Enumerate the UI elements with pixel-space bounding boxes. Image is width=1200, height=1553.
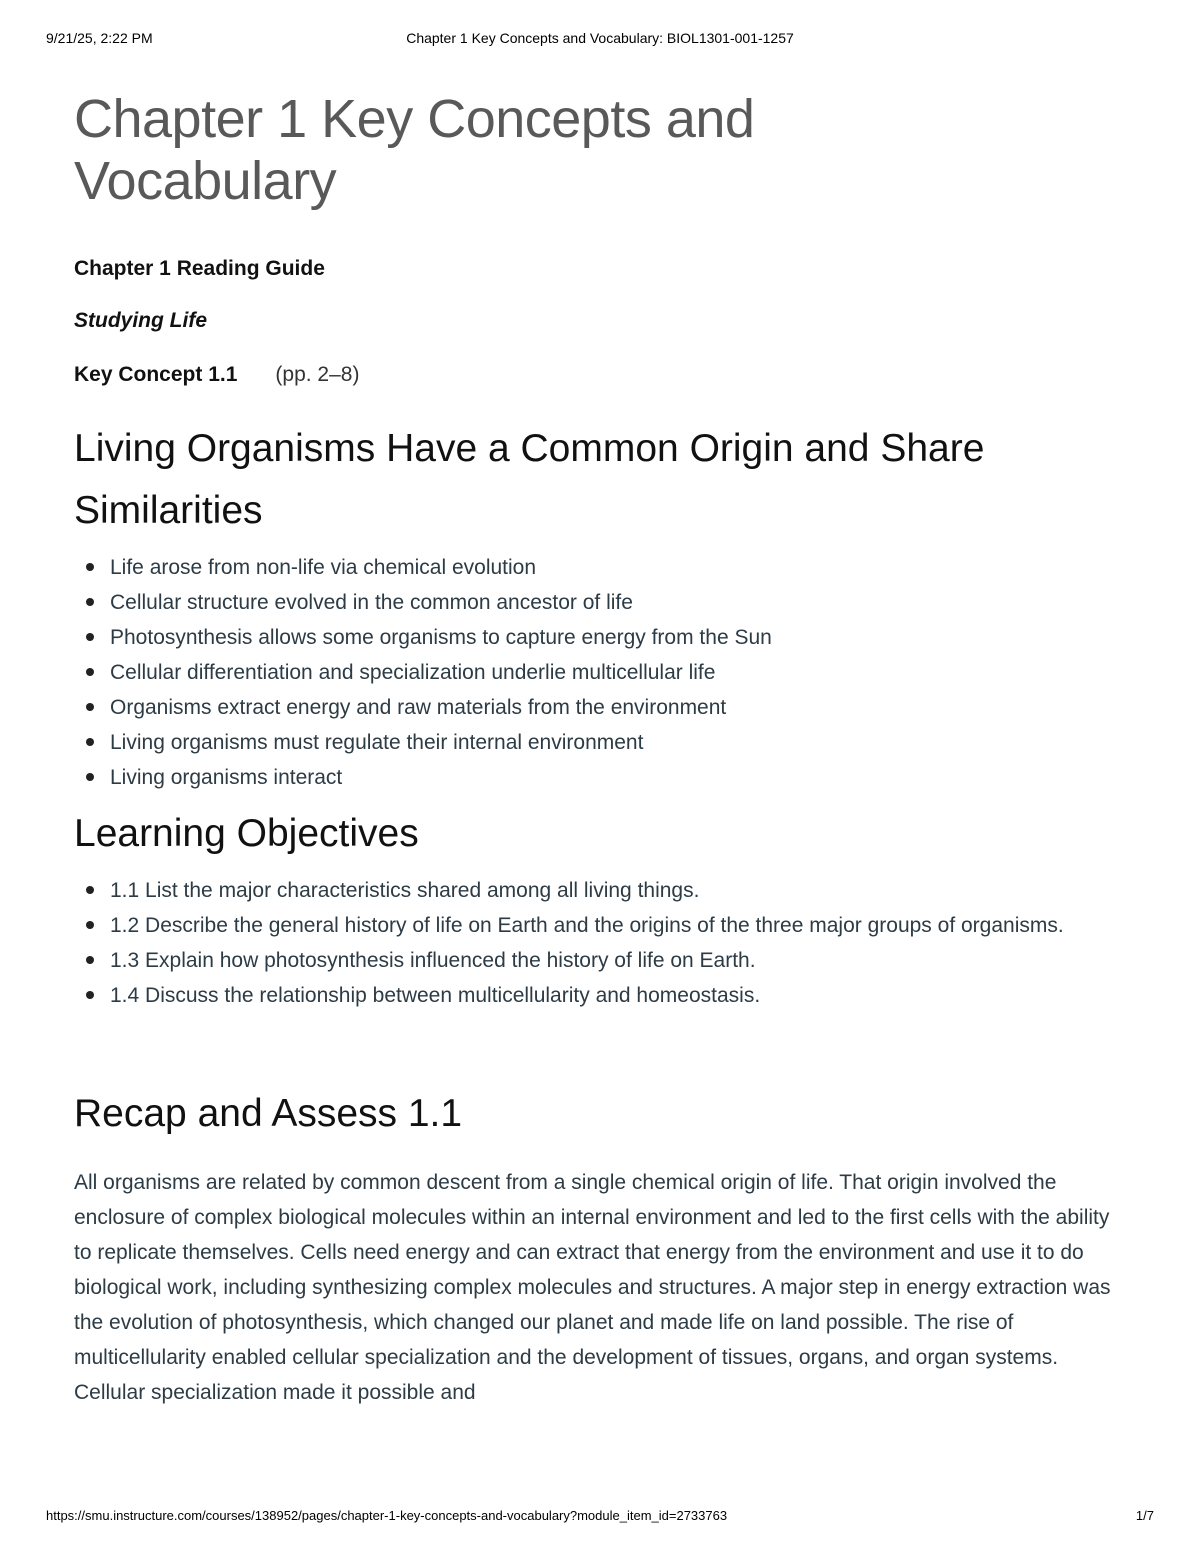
list-item: Living organisms interact — [110, 760, 1134, 795]
page-title — [74, 88, 1134, 212]
list-item: 1.1 List the major characteristics shared among all living things. — [110, 873, 1134, 908]
living-organisms-list — [74, 550, 1134, 795]
key-concept-line — [74, 362, 1134, 388]
recap-heading: Recap and Assess 1.1 — [74, 1092, 463, 1135]
list-item: 1.3 Explain how photosynthesis influenced the history of life on Earth. — [110, 943, 1134, 978]
living-organisms-heading: Living Organisms Have a Common Origin and Share Similarities — [74, 427, 985, 532]
list-item: Cellular differentiation and specialization underlie multicellular life — [110, 655, 1134, 690]
list-item: 1.4 Discuss the relationship between multicellularity and homeostasis. — [110, 978, 1134, 1013]
list-item: Organisms extract energy and raw materials from the environment — [110, 690, 1134, 725]
page-number: 1/7 — [1135, 1508, 1154, 1523]
list-item: Life arose from non-life via chemical evolution — [110, 550, 1134, 585]
page-title-line1: Chapter 1 Key Concepts and — [74, 89, 755, 149]
page-url: https://smu.instructure.com/courses/138952/pages/chapter-1-key-concepts-and-vocabulary?module_item_id=2733763 — [46, 1508, 728, 1523]
key-concept-label: Key Concept 1.1 — [74, 363, 238, 386]
print-footer — [46, 1508, 1154, 1528]
key-concept-pages: (pp. 2–8) — [275, 363, 360, 386]
recap-paragraph: All organisms are related by common descent from a single chemical origin of life. That origin involved the enclosure of complex biological molecules within an internal environment and led to the first cells with the ability to replicate themselves. Cells need energy and can extract that energy from the environment and use it to do biological work, including synthesizing complex molecules and structures. A major step in energy extraction was the evolution of photosynthesis, which changed our planet and made life on land possible. The rise of multicellularity enabled cellular specialization and the development of tissues, organs, and organ systems. Cellular specialization made it possible and — [74, 1171, 1111, 1404]
list-item: Photosynthesis allows some organisms to capture energy from the Sun — [110, 620, 1134, 655]
list-item: Cellular structure evolved in the common ancestor of life — [110, 585, 1134, 620]
print-header — [46, 30, 1154, 50]
list-item: Living organisms must regulate their internal environment — [110, 725, 1134, 760]
learning-objectives-heading: Learning Objectives — [74, 812, 419, 855]
list-item: 1.2 Describe the general history of life on Earth and the origins of the three major groups of organisms. — [110, 908, 1134, 943]
page-content — [74, 88, 1134, 1431]
print-date: 9/21/25, 2:22 PM — [46, 30, 153, 46]
learning-objectives-list — [74, 873, 1134, 1013]
print-doc-title: Chapter 1 Key Concepts and Vocabulary: BIOL1301-001-1257 — [406, 30, 794, 46]
page-title-line2: Vocabulary — [74, 151, 337, 211]
reading-guide-label: Chapter 1 Reading Guide — [74, 257, 325, 280]
studying-life-label: Studying Life — [74, 309, 207, 332]
